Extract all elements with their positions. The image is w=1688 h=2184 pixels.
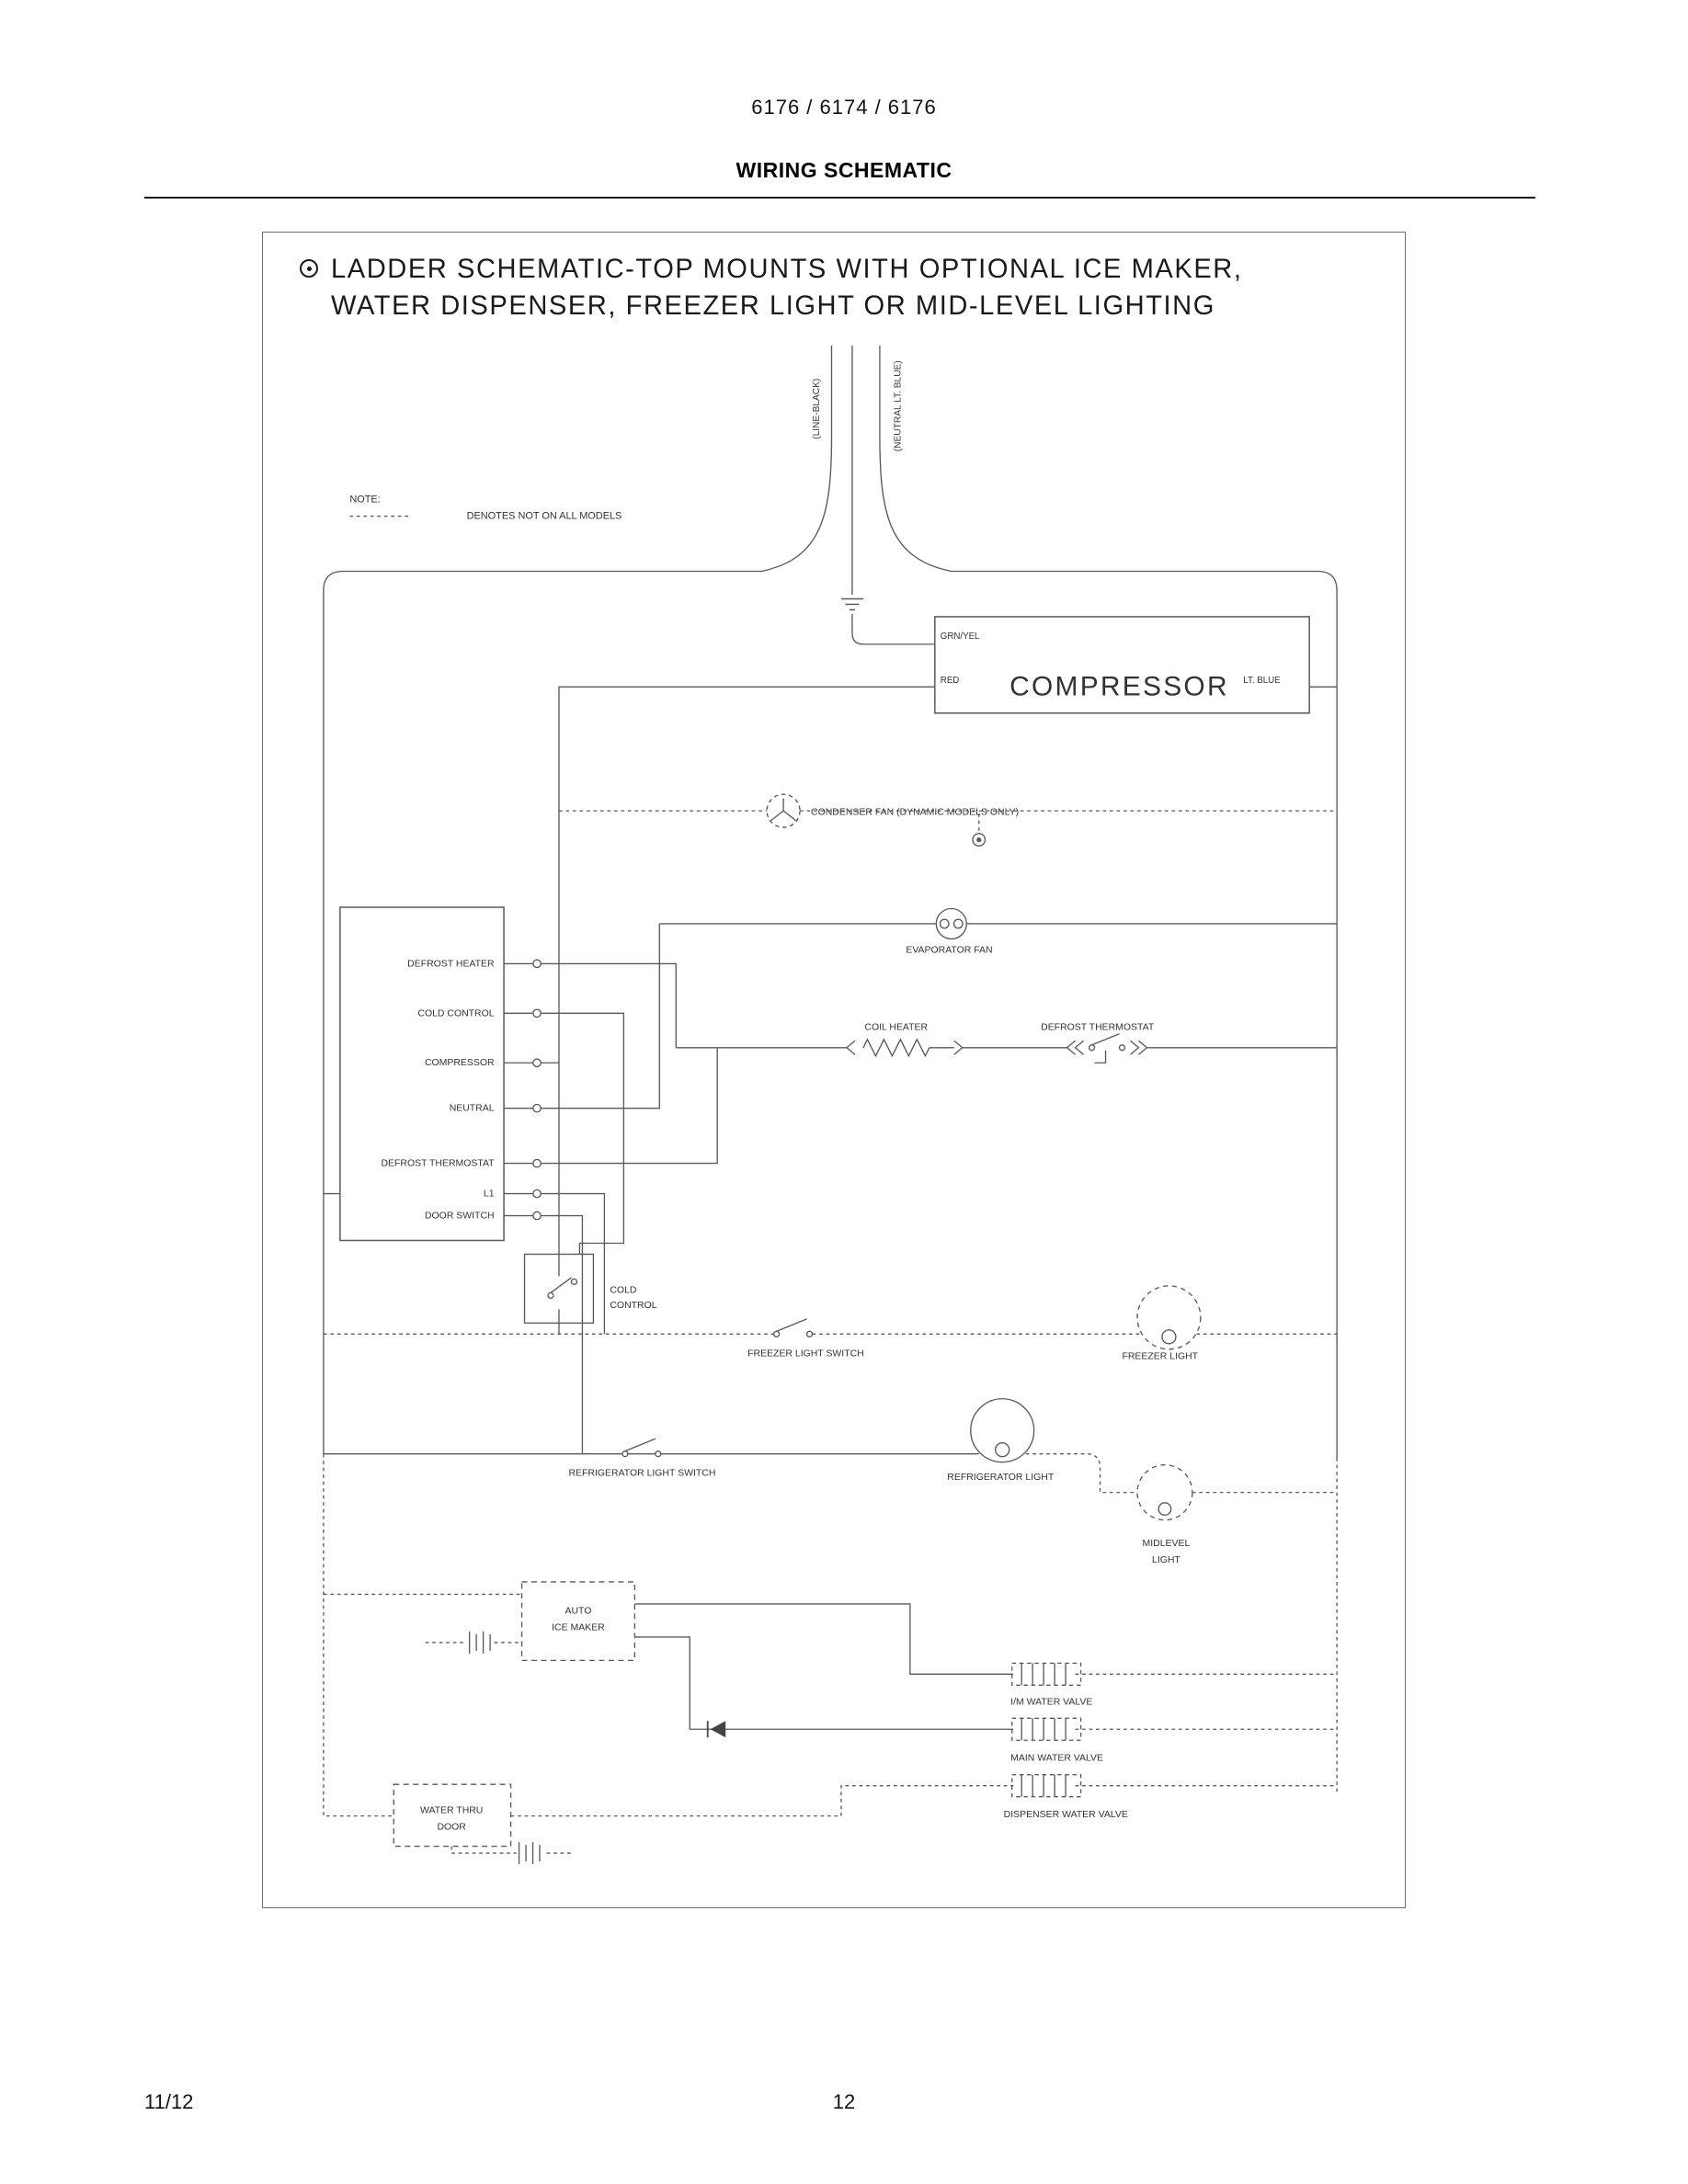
auto-ice-maker-box: [522, 1582, 635, 1660]
label-auto-ice-maker-2: ICE MAKER: [552, 1622, 605, 1633]
heading-line1: LADDER SCHEMATIC-TOP MOUNTS WITH OPTIONAL ICE MAKER,: [331, 254, 1243, 284]
label-freezer-light: FREEZER LIGHT: [1122, 1351, 1199, 1362]
label-grn-yel: GRN/YEL: [940, 631, 980, 642]
label-terminal-compressor: COMPRESSOR: [424, 1058, 495, 1069]
title-divider: [144, 197, 1535, 199]
midlevel-light-icon: [1137, 1465, 1192, 1520]
label-water-thru-door-1: WATER THRU: [419, 1805, 484, 1816]
evaporator-fan-icon: [936, 908, 966, 938]
wiring-diagram: [263, 233, 1403, 1905]
freezer-light-icon: [1137, 1286, 1201, 1349]
refrigerator-light-icon: [971, 1399, 1034, 1462]
footer-date: 11/12: [144, 2090, 194, 2113]
label-compressor: COMPRESSOR: [1009, 671, 1229, 702]
ground-icon: [841, 598, 863, 609]
label-cold-control-2: CONTROL: [610, 1300, 657, 1311]
label-auto-ice-maker-1: AUTO: [565, 1606, 592, 1617]
label-terminal-neutral: NEUTRAL: [449, 1103, 495, 1114]
label-midlevel-1: MIDLEVEL: [1142, 1539, 1191, 1550]
label-main-water-valve: MAIN WATER VALVE: [1010, 1753, 1104, 1764]
note-label: NOTE:: [349, 494, 381, 506]
label-condenser-fan: CONDENSER FAN (DYNAMIC MODELS ONLY): [811, 807, 1020, 818]
label-dispenser-water-valve: DISPENSER WATER VALVE: [1003, 1810, 1128, 1821]
label-freezer-light-switch: FREEZER LIGHT SWITCH: [747, 1348, 864, 1359]
footer-page-number: 12: [832, 2090, 856, 2113]
page-title: WIRING SCHEMATIC: [736, 158, 952, 182]
label-coil-heater: COIL HEATER: [864, 1022, 929, 1033]
label-refrigerator-light-switch: REFRIGERATOR LIGHT SWITCH: [568, 1468, 716, 1479]
terminal-box: [340, 907, 504, 1241]
label-terminal-defrost-thermostat: DEFROST THERMOSTAT: [381, 1158, 495, 1169]
note-text: DENOTES NOT ON ALL MODELS: [466, 510, 622, 522]
label-midlevel-2: LIGHT: [1151, 1555, 1180, 1566]
label-water-thru-door-2: DOOR: [437, 1822, 466, 1833]
doc-number: 6176 / 6174 / 6176: [751, 96, 937, 119]
label-line-black: (LINE-BLACK): [812, 378, 823, 439]
door-connector-icon: [519, 1842, 540, 1864]
defrost-thermostat-icon: [1067, 1041, 1147, 1054]
label-neutral-lt-blue: (NEUTRAL LT. BLUE): [893, 360, 904, 452]
label-refrigerator-light: REFRIGERATOR LIGHT: [947, 1473, 1055, 1484]
label-red: RED: [940, 675, 960, 686]
wires-solid: [324, 346, 1337, 1729]
label-terminal-cold-control: COLD CONTROL: [417, 1008, 495, 1019]
main-water-valve-icon: [1012, 1718, 1081, 1740]
wires-dotted: [324, 517, 1337, 1854]
condenser-fan-icon: [767, 794, 985, 846]
heading-line2: WATER DISPENSER, FREEZER LIGHT OR MID-LEVEL LIGHTING: [331, 290, 1215, 321]
label-evaporator-fan: EVAPORATOR FAN: [906, 945, 993, 956]
ice-maker-connector-icon: [470, 1632, 490, 1654]
dispenser-water-valve-icon: [1012, 1775, 1081, 1797]
label-terminal-l1: L1: [483, 1189, 495, 1200]
label-terminal-door-switch: DOOR SWITCH: [424, 1211, 495, 1222]
freezer-light-switch-icon: [774, 1331, 813, 1337]
schematic-frame: [262, 232, 1406, 1908]
im-water-valve-icon: [1012, 1663, 1081, 1685]
connector-loop-icons: [533, 960, 541, 1220]
label-im-water-valve: I/M WATER VALVE: [1010, 1697, 1093, 1708]
label-terminal-defrost-heater: DEFROST HEATER: [407, 959, 495, 970]
label-lt-blue: LT. BLUE: [1243, 675, 1281, 686]
label-cold-control-1: COLD: [610, 1285, 637, 1296]
label-defrost-thermostat: DEFROST THERMOSTAT: [1041, 1022, 1155, 1033]
